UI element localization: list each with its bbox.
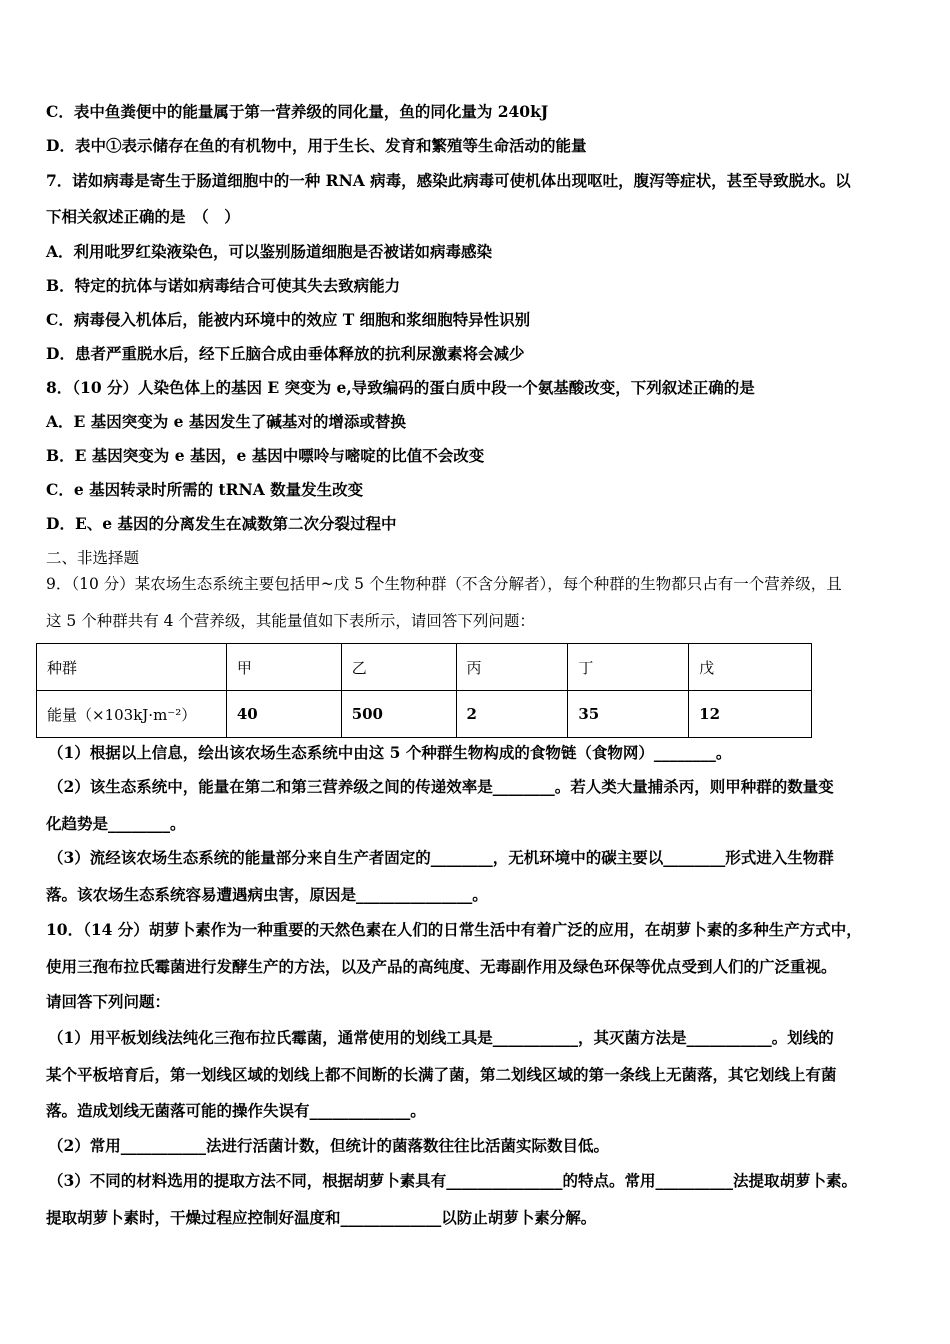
q9-sub2-line1: （2）该生态系统中，能量在第二和第三营养级之间的传递效率是________。若人类大量捕杀丙，则甲种群的数量变 [48, 777, 834, 796]
q10-stem-line3: 请回答下列问题： [46, 992, 171, 1011]
q10-stem-line2: 使用三孢布拉氏霉菌进行发酵生产的方法，以及产品的高纯度、无毒副作用及绿色环保等优点受到人们的广泛重视。 [46, 957, 837, 976]
q6-option-d: D．表中①表示储存在鱼的有机物中，用于生长、发育和繁殖等生命活动的能量 [46, 136, 587, 155]
q10-sub3-line2: 提取胡萝卜素时，干燥过程应控制好温度和_____________以防止胡萝卜素分解。 [46, 1208, 597, 1227]
q9-stem-line1: 9．（10 分）某农场生态系统主要包括甲~戊 5 个生物种群（不含分解者），每个种群的生物都只占有一个营养级，且 [46, 575, 842, 593]
q7-option-a: A．利用吡罗红染液染色，可以鉴别肠道细胞是否被诺如病毒感染 [46, 242, 493, 261]
table-header-cell: 戊 [689, 644, 812, 691]
q7-option-d: D．患者严重脱水后，经下丘脑合成由垂体释放的抗利尿激素将会减少 [46, 344, 525, 363]
table-cell: 500 [341, 691, 456, 738]
q8-option-c: C．e 基因转录时所需的 tRNA 数量发生改变 [46, 480, 364, 499]
table-cell: 40 [226, 691, 341, 738]
q8-option-a: A．E 基因突变为 e 基因发生了碱基对的增添或替换 [46, 412, 406, 431]
table-header-row [37, 644, 812, 691]
q10-sub1-line1: （1）用平板划线法纯化三孢布拉氏霉菌，通常使用的划线工具是___________，其灭菌方法是___________。划线的 [48, 1028, 834, 1047]
q10-sub1-line2: 某个平板培育后，第一划线区域的划线上都不间断的长满了菌，第二划线区域的第一条线上无菌落，其它划线上有菌 [46, 1065, 837, 1084]
table-header-cell: 种群 [37, 644, 227, 691]
table-header-cell: 乙 [341, 644, 456, 691]
q9-sub2-line2: 化趋势是________。 [46, 814, 186, 833]
table-cell: 12 [689, 691, 812, 738]
table-header-cell: 丁 [568, 644, 689, 691]
q6-option-c: C．表中鱼粪便中的能量属于第一营养级的同化量，鱼的同化量为 240kJ [46, 102, 549, 121]
table-header-cell: 甲 [226, 644, 341, 691]
q10-sub2: （2）常用___________法进行活菌计数，但统计的菌落数往往比活菌实际数目低。 [48, 1136, 610, 1155]
q7-option-c: C．病毒侵入机体后，能被内环境中的效应 T 细胞和浆细胞特异性识别 [46, 310, 531, 329]
table-row-label: 能量（×103kJ·m⁻²） [37, 691, 227, 738]
table-header-cell: 丙 [456, 644, 568, 691]
table-cell: 2 [456, 691, 568, 738]
q10-sub3-line1: （3）不同的材料选用的提取方法不同，根据胡萝卜素具有_______________的特点。常用__________法提取胡萝卜素。 [48, 1171, 858, 1190]
table-row [37, 691, 812, 738]
q8-option-b: B．E 基因突变为 e 基因，e 基因中嘌呤与嘧啶的比值不会改变 [46, 446, 485, 465]
q7-stem-line1: 7．诺如病毒是寄生于肠道细胞中的一种 RNA 病毒，感染此病毒可使机体出现呕吐，腹泻等症状，甚至导致脱水。以 [46, 171, 851, 190]
table-cell: 35 [568, 691, 689, 738]
q9-sub3-line1: （3）流经该农场生态系统的能量部分来自生产者固定的________，无机环境中的碳主要以________形式进入生物群 [48, 848, 834, 867]
q9-sub1: （1）根据以上信息，绘出该农场生态系统中由这 5 个种群生物构成的食物链（食物网）________。 [48, 743, 732, 762]
q8-stem: 8．（10 分）人染色体上的基因 E 突变为 e,导致编码的蛋白质中段一个氨基酸改变，下列叙述正确的是 [46, 378, 755, 397]
q10-sub1-line3: 落。造成划线无菌落可能的操作失误有_____________。 [46, 1101, 426, 1120]
section-title: 二、非选择题 [46, 549, 140, 567]
energy-table [36, 643, 812, 738]
q9-sub3-line2: 落。该农场生态系统容易遭遇病虫害，原因是_______________。 [46, 885, 488, 904]
q10-stem-line1: 10．（14 分）胡萝卜素作为一种重要的天然色素在人们的日常生活中有着广泛的应用，在胡萝卜素的多种生产方式中， [46, 920, 862, 939]
q7-stem-line2: 下相关叙述正确的是 （ ） [46, 207, 240, 226]
q7-option-b: B．特定的抗体与诺如病毒结合可使其失去致病能力 [46, 276, 401, 295]
q8-option-d: D．E、e 基因的分离发生在减数第二次分裂过程中 [46, 514, 397, 533]
q9-stem-line2: 这 5 个种群共有 4 个营养级，其能量值如下表所示，请回答下列问题： [46, 612, 535, 630]
